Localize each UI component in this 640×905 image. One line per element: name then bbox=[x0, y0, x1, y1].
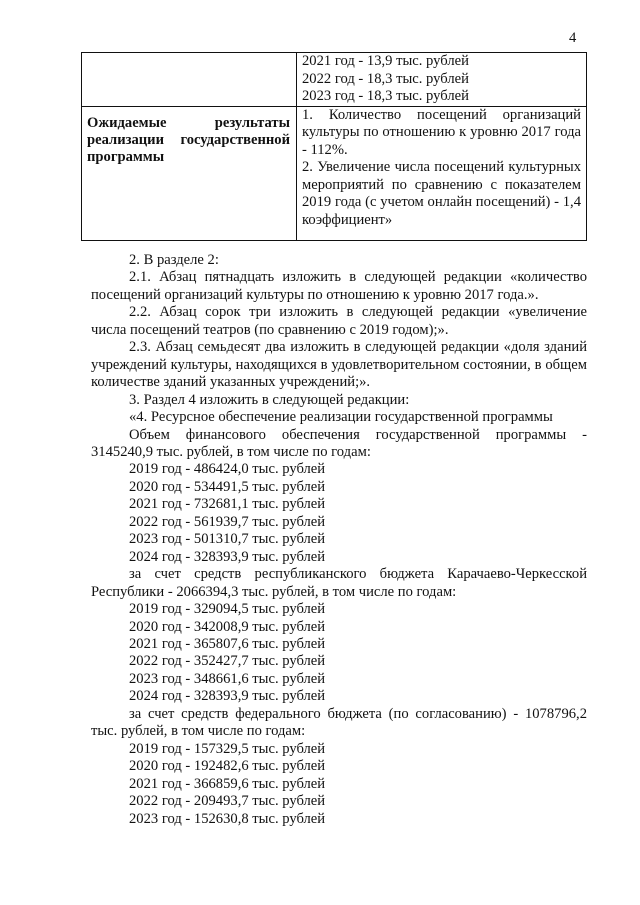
table-cell-results bbox=[297, 106, 587, 240]
year-line: 2024 год - 328393,9 тыс. рублей bbox=[129, 688, 326, 705]
table-row bbox=[82, 53, 587, 107]
year-line: 2020 год - 192482,6 тыс. рублей bbox=[129, 758, 326, 775]
expected-results-label: Ожидаемые результаты реализации государственной программы bbox=[87, 114, 290, 165]
year-line: 2022 год - 209493,7 тыс. рублей bbox=[129, 793, 326, 810]
table-cell-empty bbox=[82, 53, 297, 107]
paragraph: за счет средств республиканского бюджета Карачаево-Черкесской Республики - 2066394,3 тыс. рублей, в том числе по годам: bbox=[91, 566, 587, 600]
program-passport-table bbox=[81, 52, 587, 241]
table-cell-label bbox=[82, 106, 297, 240]
table-cell-years bbox=[297, 53, 587, 107]
section-heading: 3. Раздел 4 изложить в следующей редакции: bbox=[129, 391, 410, 408]
year-line: 2019 год - 157329,5 тыс. рублей bbox=[129, 740, 326, 757]
year-line: 2019 год - 329094,5 тыс. рублей bbox=[129, 601, 326, 618]
table-row bbox=[82, 106, 587, 240]
page-number: 4 bbox=[569, 30, 577, 46]
year-line: 2021 год - 13,9 тыс. рублей bbox=[302, 53, 469, 69]
result-item: 1. Количество посещений организаций культуры по отношению к уровню 2017 года - 112%. bbox=[302, 106, 581, 158]
year-line: 2022 год - 561939,7 тыс. рублей bbox=[129, 513, 326, 530]
year-line: 2023 год - 18,3 тыс. рублей bbox=[302, 88, 469, 104]
paragraph: 2.1. Абзац пятнадцать изложить в следующей редакции «количество посещений организаций культуры по отношению к уровню 2017 года.». bbox=[91, 269, 587, 303]
year-line: 2021 год - 365807,6 тыс. рублей bbox=[129, 635, 326, 652]
paragraph: за счет средств федерального бюджета (по согласованию) - 1078796,2 тыс. рублей, в том числе по годам: bbox=[91, 705, 587, 740]
result-item: 2. Увеличение числа посещений культурных мероприятий по сравнению с показателем 2019 года (с учетом онлайн посещений) - 1,4 коэффициент» bbox=[302, 159, 581, 228]
year-line: 2021 год - 732681,1 тыс. рублей bbox=[129, 496, 326, 513]
year-line: 2020 год - 342008,9 тыс. рублей bbox=[129, 618, 326, 635]
year-line: 2020 год - 534491,5 тыс. рублей bbox=[129, 478, 326, 495]
section-heading: 2. В разделе 2: bbox=[129, 252, 219, 268]
year-line: 2022 год - 352427,7 тыс. рублей bbox=[129, 653, 326, 670]
year-line: 2023 год - 348661,6 тыс. рублей bbox=[129, 670, 326, 687]
year-line: 2024 год - 328393,9 тыс. рублей bbox=[129, 548, 326, 565]
paragraph: 2.3. Абзац семьдесят два изложить в следующей редакции «доля зданий учреждений культуры, находящихся в удовлетворительном состоянии, в общем количестве зданий указанных учреждений;». bbox=[91, 339, 587, 391]
year-line: 2021 год - 366859,6 тыс. рублей bbox=[129, 775, 326, 792]
year-line: 2023 год - 501310,7 тыс. рублей bbox=[129, 531, 326, 548]
year-line: 2023 год - 152630,8 тыс. рублей bbox=[129, 810, 326, 827]
year-line: 2019 год - 486424,0 тыс. рублей bbox=[129, 461, 326, 478]
year-line: 2022 год - 18,3 тыс. рублей bbox=[302, 70, 469, 87]
paragraph: Объем финансового обеспечения государственной программы - 3145240,9 тыс. рублей, в том числе по годам: bbox=[91, 426, 587, 460]
section-title: «4. Ресурсное обеспечение реализации государственной программы bbox=[129, 409, 553, 426]
document-body bbox=[91, 252, 587, 828]
paragraph: 2.2. Абзац сорок три изложить в следующей редакции «увеличение числа посещений театров (по сравнению с 2019 годом);». bbox=[91, 304, 587, 338]
